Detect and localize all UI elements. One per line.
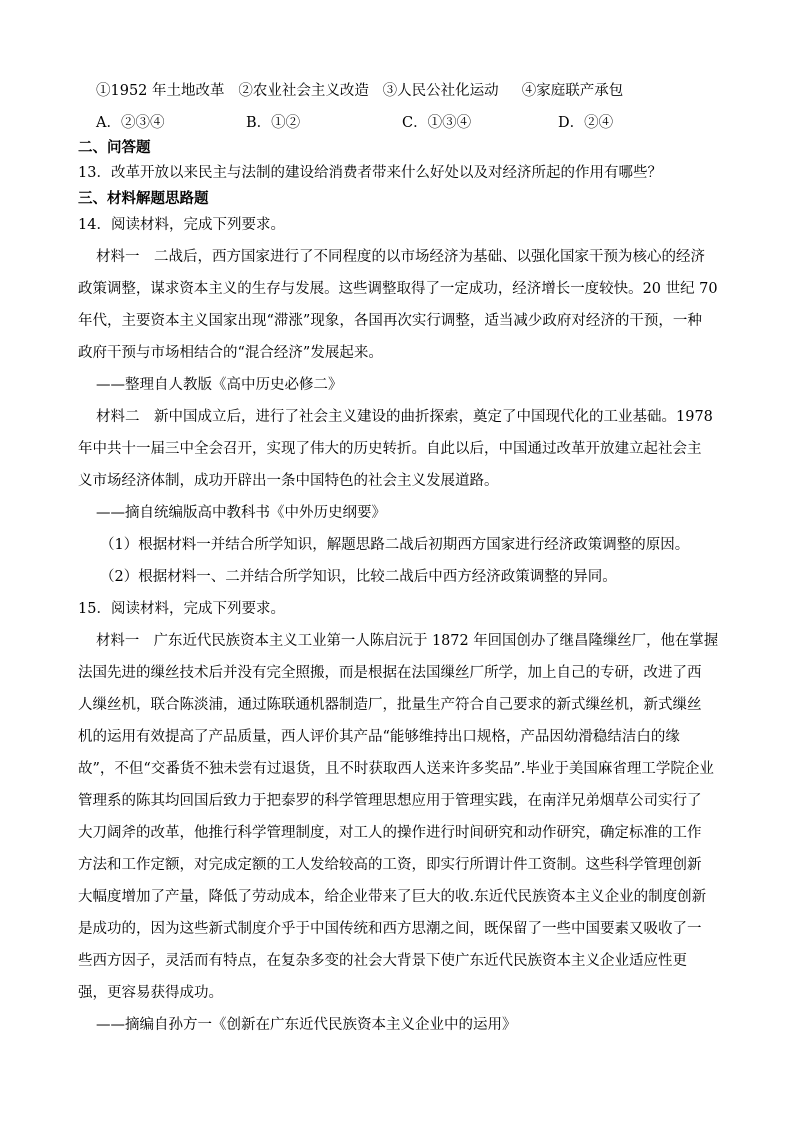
q12-item-4: ④家庭联产承包 <box>521 83 624 99</box>
q15-material-1-line: 管理系的陈其均回国后致力于把泰罗的科学管理思想应用于管理实践，在南洋兄弟烟草公司实行了 <box>78 793 702 809</box>
q14-material-2-line: 义市场经济体制，成功开辟出一条中国特色的社会主义发展道路。 <box>78 473 499 489</box>
q15-material-1-line: 方法和工作定额，对完成定额的工人发给较高的工资，即实行所谓计件工资制。这些科学管理创新 <box>78 857 702 873</box>
q14-subquestion-2: （2）根据材料一、二并结合所学知识，比较二战后中西方经济政策调整的异同。 <box>100 569 617 585</box>
question-14-intro: 14．阅读材料，完成下列要求。 <box>78 217 285 233</box>
q12-option-b[interactable]: B．①② <box>246 115 301 131</box>
q12-items <box>96 81 623 101</box>
q15-material-1-line: 强，更容易获得成功。 <box>78 985 223 1001</box>
q14-material-1-line: 政府干预与市场相结合的“混合经济”发展起来。 <box>78 345 383 361</box>
q15-material-1-line: 人缫丝机，联合陈淡浦，通过陈联通机器制造厂，批量生产符合自己要求的新式缫丝机，新式缫丝 <box>78 697 702 713</box>
q14-material-1-line: 年代，主要资本主义国家出现“滞涨”现象，各国再次实行调整，适当减少政府对经济的干预，一种 <box>78 313 702 329</box>
section-3-title: 三、材料解题思路题 <box>78 190 209 207</box>
q14-material-1-line: 政策调整，谋求资本主义的生存与发展。这些调整取得了一定成功，经济增长一度较快。20 世纪 70 <box>78 281 718 297</box>
q15-material-1-line: 大刀阔斧的改革，他推行科学管理制度，对工人的操作进行时间研究和动作研究，确定标准的工作 <box>78 825 702 841</box>
q15-material-1-line: 故”，不但“交番货不独未尝有过退货，且不时获取西人送来许多奖品”.毕业于美国麻省理工学院企业 <box>78 761 714 777</box>
q14-material-1-source: ——整理自人教版《高中历史必修二》 <box>96 377 343 393</box>
q12-item-1: ①1952 年土地改革 <box>96 83 225 99</box>
q15-material-1-line: 大幅度增加了产量，降低了劳动成本，给企业带来了巨大的收.东近代民族资本主义企业的制度创新 <box>78 889 707 905</box>
q14-material-2-line: 材料二 新中国成立后，进行了社会主义建设的曲折探索，奠定了中国现代化的工业基础。1978 <box>96 409 713 425</box>
question-13: 13．改革开放以来民主与法制的建设给消费者带来什么好处以及对经济所起的作用有哪些？ <box>78 165 662 181</box>
q14-material-2-source: ——摘自统编版高中教科书《中外历史纲要》 <box>96 505 386 521</box>
q14-subquestion-1: （1）根据材料一并结合所学知识，解题思路二战后初期西方国家进行经济政策调整的原因。 <box>100 537 690 553</box>
q15-material-1-line: 机的运用有效提高了产品质量，西人评价其产品“能够维持出口规格，产品因幼滑稳结洁白的缘 <box>78 729 680 745</box>
question-15-intro: 15．阅读材料，完成下列要求。 <box>78 601 285 617</box>
q15-material-1-line: 是成功的，因为这些新式制度介乎于中国传统和西方思潮之间，既保留了一些中国要素又吸收了一 <box>78 921 702 937</box>
q15-material-1-line: 些西方因子，灵活而有特点，在复杂多变的社会大背景下使广东近代民族资本主义企业适应性更 <box>78 953 687 969</box>
q14-material-1-line: 材料一 二战后，西方国家进行了不同程度的以市场经济为基础、以强化国家干预为核心的经济 <box>96 249 705 265</box>
section-2-title: 二、问答题 <box>78 139 151 156</box>
q12-item-2: ②农业社会主义改造 <box>238 83 369 99</box>
q12-item-3: ③人民公社化运动 <box>382 83 499 99</box>
q15-material-1-line: 法国先进的缫丝技术后并没有完全照搬，而是根据在法国缫丝厂所学，加上自己的专研，改进了西 <box>78 665 702 681</box>
q12-option-d[interactable]: D．②④ <box>558 115 614 131</box>
q15-material-1-line: 材料一 广东近代民族资本主义工业第一人陈启沅于 1872 年回国创办了继昌隆缫丝厂，他在掌握 <box>96 633 719 649</box>
q14-material-2-line: 年中共十一届三中全会召开，实现了伟大的历史转折。自此以后，中国通过改革开放建立起社会主 <box>78 441 702 457</box>
q12-option-a[interactable]: A．②③④ <box>96 115 165 131</box>
q15-material-1-source: ——摘编自孙方一《创新在广东近代民族资本主义企业中的运用》 <box>96 1017 517 1033</box>
q12-option-c[interactable]: C．①③④ <box>402 115 472 131</box>
